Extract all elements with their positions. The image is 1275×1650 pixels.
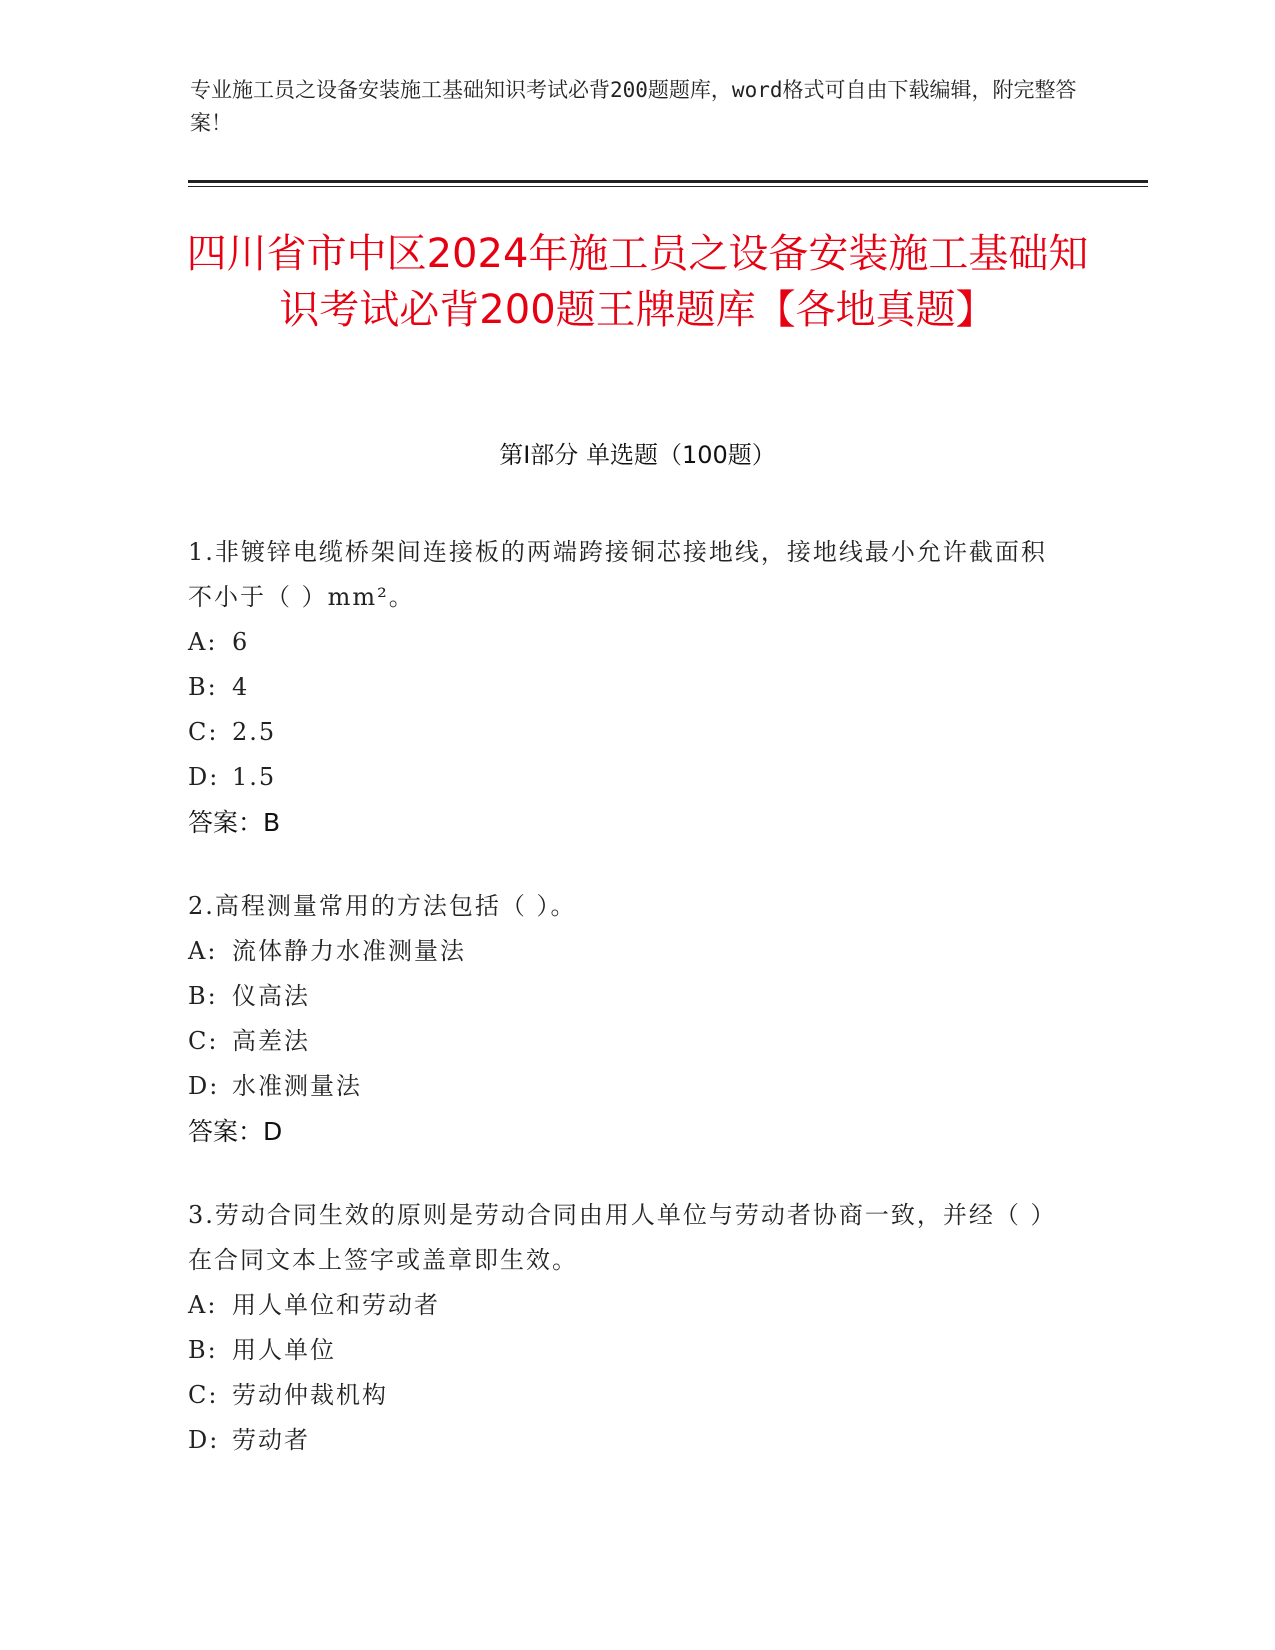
answer-line: 答案：D	[188, 1117, 283, 1146]
option-key: A:	[188, 628, 218, 656]
option-text: 1.5	[232, 763, 277, 791]
option-text: 水准测量法	[232, 1072, 362, 1100]
option-text: 仪高法	[232, 982, 310, 1010]
option-text: 劳动者	[232, 1426, 310, 1454]
option-b	[188, 1328, 1068, 1373]
answer-line: 答案：B	[188, 808, 281, 837]
option-text: 用人单位	[232, 1336, 336, 1364]
option-text: 劳动仲裁机构	[232, 1381, 388, 1409]
option-key: B:	[188, 982, 218, 1010]
question-stem: 2.高程测量常用的方法包括（ ）。	[188, 892, 577, 920]
question-stem: 1.非镀锌电缆桥架间连接板的两端跨接铜芯接地线，接地线最小允许截面积不小于（ ）mm²。	[188, 538, 1047, 611]
option-key: C:	[188, 1027, 219, 1055]
option-c	[188, 1019, 1068, 1064]
option-d	[188, 1418, 1068, 1463]
option-c	[188, 710, 1068, 755]
option-b	[188, 974, 1068, 1019]
question-list	[188, 530, 1068, 1502]
option-key: A:	[188, 1291, 218, 1319]
option-text: 流体静力水准测量法	[232, 937, 466, 965]
question-2	[188, 884, 1068, 1154]
section-heading: 第I部分 单选题（100题）	[499, 441, 776, 469]
option-text: 6	[232, 628, 250, 656]
option-text: 2.5	[232, 718, 277, 746]
header-divider-thin	[188, 186, 1148, 187]
option-key: D:	[188, 1426, 220, 1454]
header-note: 专业施工员之设备安装施工基础知识考试必背200题题库，word格式可自由下载编辑，附完整答案！	[190, 78, 1077, 135]
option-text: 用人单位和劳动者	[232, 1291, 440, 1319]
option-b	[188, 665, 1068, 710]
option-a	[188, 620, 1068, 665]
question-stem: 3.劳动合同生效的原则是劳动合同由用人单位与劳动者协商一致，并经（ ）在合同文本上签字或盖章即生效。	[188, 1201, 1057, 1274]
option-d	[188, 755, 1068, 800]
question-1	[188, 530, 1068, 845]
option-text: 高差法	[232, 1027, 310, 1055]
option-d	[188, 1064, 1068, 1109]
document-title: 四川省市中区2024年施工员之设备安装施工基础知识考试必背200题王牌题库【各地真题】	[186, 231, 1089, 333]
option-key: B:	[188, 673, 218, 701]
option-key: A:	[188, 937, 218, 965]
option-key: C:	[188, 718, 219, 746]
option-key: D:	[188, 1072, 220, 1100]
option-key: B:	[188, 1336, 218, 1364]
question-3	[188, 1193, 1068, 1463]
option-text: 4	[232, 673, 250, 701]
option-a	[188, 929, 1068, 974]
option-a	[188, 1283, 1068, 1328]
option-key: D:	[188, 763, 220, 791]
option-c	[188, 1373, 1068, 1418]
header-divider-thick	[188, 180, 1148, 183]
option-key: C:	[188, 1381, 219, 1409]
